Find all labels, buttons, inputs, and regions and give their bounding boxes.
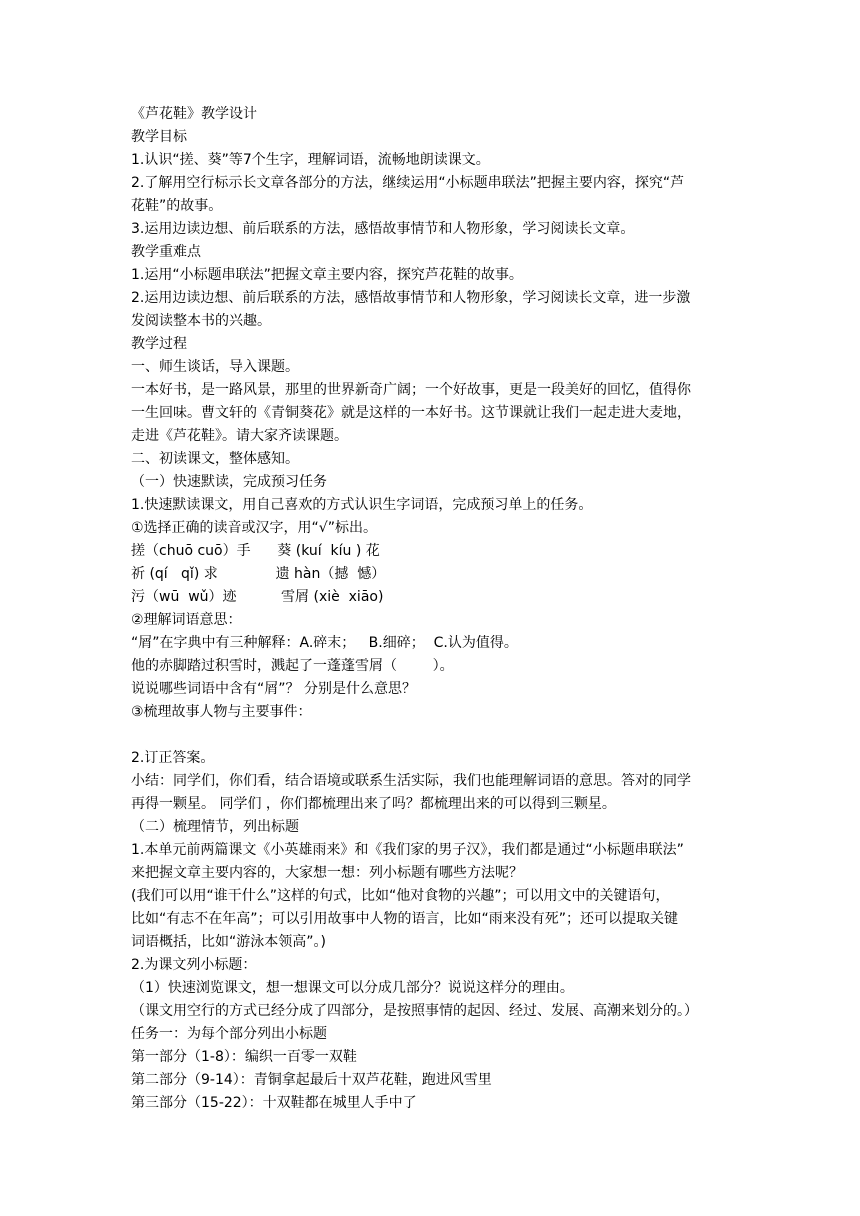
text-line: ①选择正确的读音或汉字，用“√”标出。 [131,520,377,536]
text-line: 发阅读整本书的兴趣。 [131,313,271,329]
text-line: 他的赤脚踏过积雪时，溅起了一蓬蓬雪屑（ ）。 [131,658,454,674]
text-line: 词语概括，比如“游泳本领高”。) [131,934,326,950]
text-line: 2.为课文列小标题： [131,957,257,973]
text-line: ②理解词语意思： [131,612,242,628]
text-line: 再得一颗星。 同学们 ，你们都梳理出来了吗？都梳理出来的可以得到三颗星。 [131,796,616,812]
text-line: 说说哪些词语中含有“屑”？ 分别是什么意思？ [131,681,416,697]
text-line: 花鞋”的故事。 [131,198,223,214]
text-line: (我们可以用“谁干什么”这样的句式，比如“他对食物的兴趣”；可以用文中的关键语句， [131,888,670,904]
text-line: 3.运用边读边想、前后联系的方法，感悟故事情节和人物形象，学习阅读长文章。 [131,221,635,237]
text-line: 第一部分（1-8）：编织一百零一双鞋 [131,1049,357,1065]
text-line: 1.运用“小标题串联法”把握文章主要内容，探究芦花鞋的故事。 [131,267,523,283]
text-line: 一生回味。曹文轩的《青铜葵花》就是这样的一本好书。这节课就让我们一起走进大麦地， [131,405,691,421]
blank-line [131,724,751,747]
text-line: 搓（chuō cuō）手 葵 (kuí kíu ) 花 [131,543,380,559]
text-line: 来把握文章主要内容的，大家想一想：列小标题有哪些方法呢？ [131,865,523,881]
section-heading: 教学过程 [131,336,187,352]
text-line: 任务一：为每个部分列出小标题 [131,1026,327,1042]
text-line: 2.运用边读边想、前后联系的方法，感悟故事情节和人物形象，学习阅读长文章，进一步激 [131,290,691,306]
text-line: ③梳理故事人物与主要事件： [131,704,312,720]
text-line: 小结：同学们，你们看，结合语境或联系生活实际，我们也能理解词语的意思。答对的同学 [131,773,691,789]
text-line: 走进《芦花鞋》。请大家齐读课题。 [131,428,348,444]
text-line: 1.认识“搓、葵”等7个生字，理解词语，流畅地朗读课文。 [131,152,490,168]
text-line: 第三部分（15-22）：十双鞋都在城里人手中了 [131,1095,417,1111]
text-line: 1.本单元前两篇课文《小英雄雨来》和《我们家的男子汉》，我们都是通过“小标题串联法” [131,842,684,858]
document-body [131,103,751,1115]
text-line: 比如“有志不在年高”；可以引用故事中人物的语言，比如“雨来没有死”；还可以提取关键 [131,911,679,927]
text-line: （1）快速浏览课文，想一想课文可以分成几部分？说说这样分的理由。 [131,980,574,996]
section-heading: 教学目标 [131,129,187,145]
doc-title: 《芦花鞋》教学设计 [131,106,257,122]
text-line: 2.订正答案。 [131,750,215,766]
text-line: “屑”在字典中有三种解释：A.碎末； B.细碎； C.认为值得。 [131,635,518,651]
section-heading: 教学重难点 [131,244,201,260]
text-line: 二、初读课文，整体感知。 [131,451,299,467]
text-line: 污（wū wǔ）迹 雪屑 (xiè xiāo) [131,589,384,605]
text-line: （一）快速默读，完成预习任务 [131,474,327,490]
text-line: 祈 (qí qǐ) 求 遗 hàn（撼 憾） [131,566,386,582]
text-line: 2.了解用空行标示长文章各部分的方法，继续运用“小标题串联法”把握主要内容，探究“芦 [131,175,685,191]
text-line: 第二部分（9-14）：青铜拿起最后十双芦花鞋，跑进风雪里 [131,1072,492,1088]
text-line: 一本好书，是一路风景，那里的世界新奇广阔；一个好故事，更是一段美好的回忆，值得你 [131,382,691,398]
text-line: 一、师生谈话，导入课题。 [131,359,299,375]
text-line: （课文用空行的方式已经分成了四部分，是按照事情的起因、经过、发展、高潮来划分的。） [131,1003,698,1019]
text-line: 1.快速默读课文，用自己喜欢的方式认识生字词语，完成预习单上的任务。 [131,497,593,513]
text-line: （二）梳理情节，列出标题 [131,819,299,835]
